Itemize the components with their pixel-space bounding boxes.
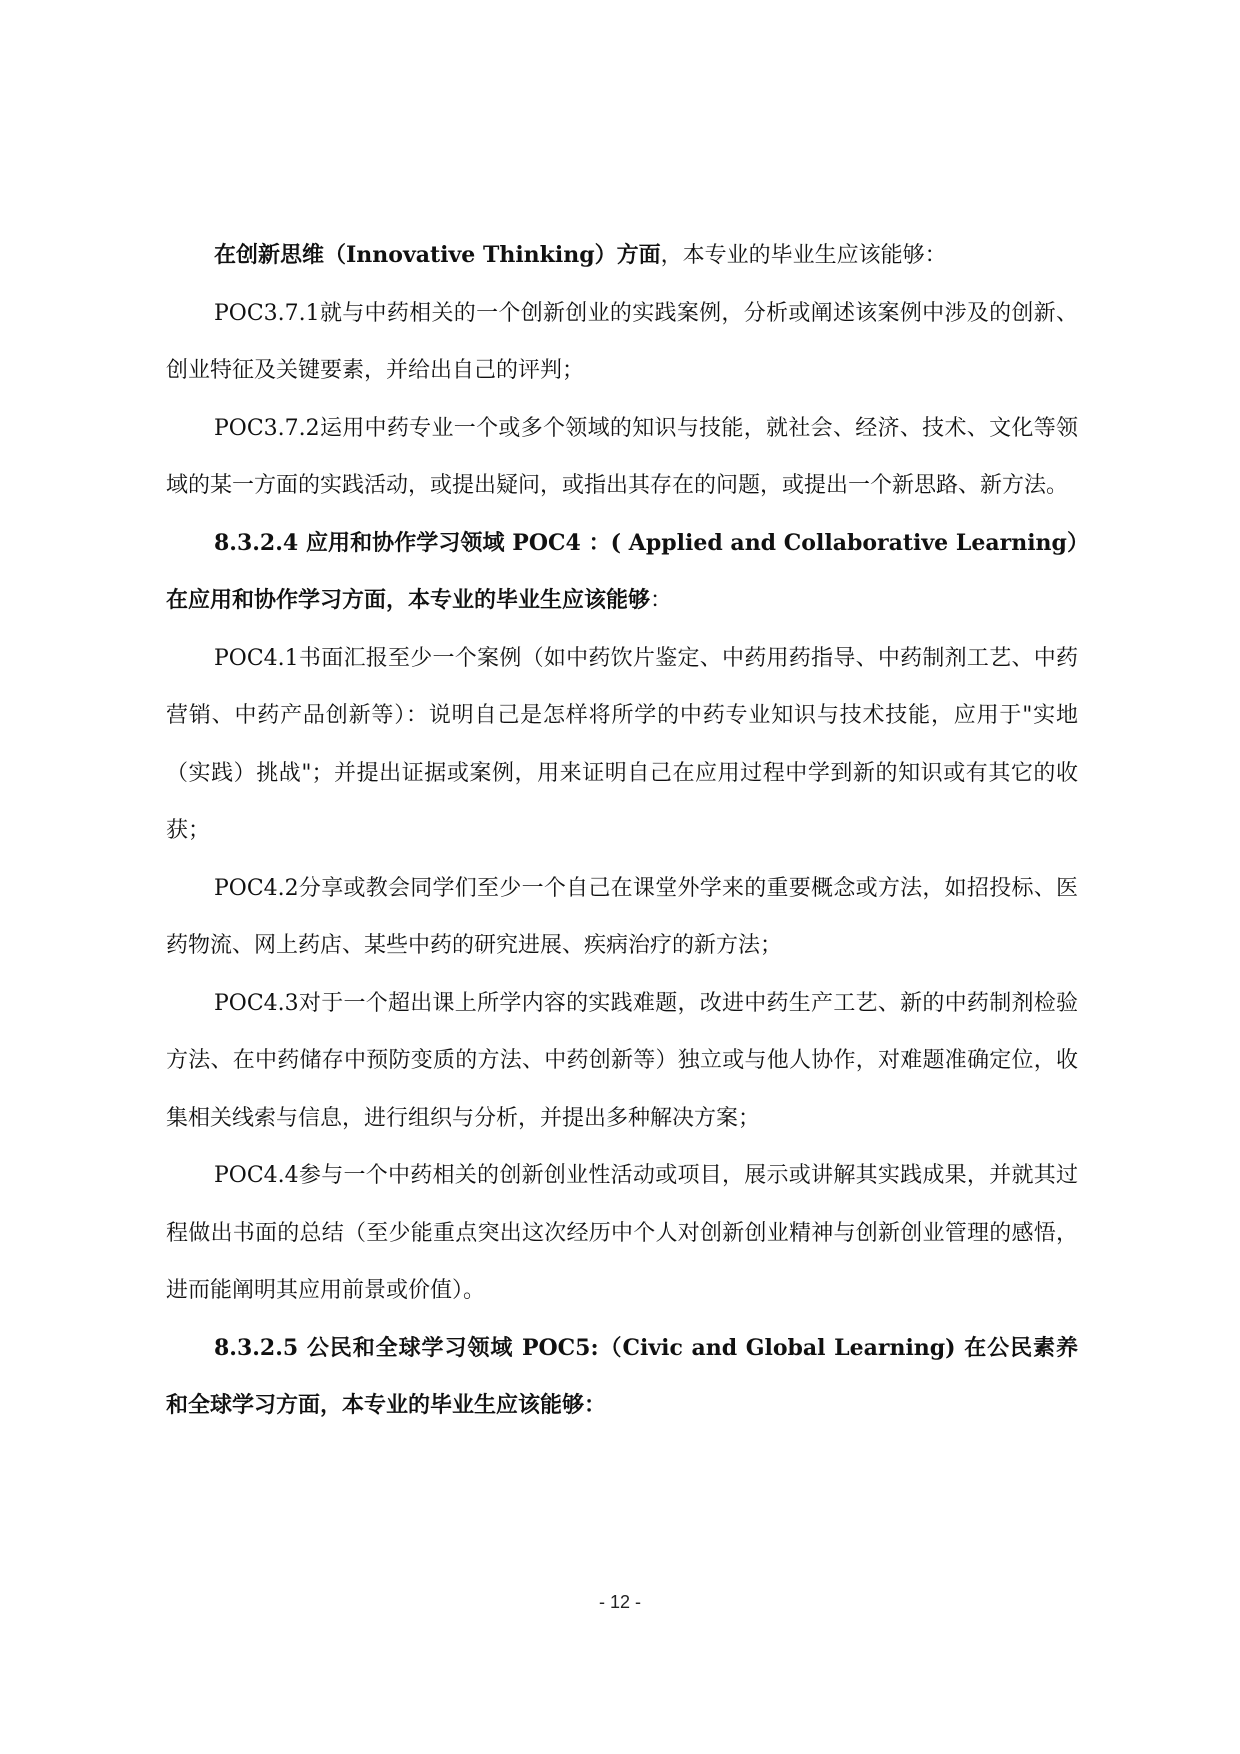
heading-section-8-3-2-5: 8.3.2.5 公民和全球学习领域 POC5:（Civic and Global Learning) 在公民素养和全球学习方面，本专业的毕业生应该能够： [166,1334,1078,1418]
heading-section-8-3-2-4: 8.3.2.4 应用和协作学习领域 POC4 ：( Applied and Collaborative Learning）在应用和协作学习方面，本专业的毕业生应该能够 [166,529,1078,613]
paragraph-text: ： [650,588,673,613]
paragraph-text: ，本专业的毕业生应该能够： [660,243,947,268]
paragraph-section-8-3-2-4 [166,515,1078,630]
heading-innovative-thinking: 在创新思维（Innovative Thinking）方面 [214,242,661,268]
page-number: - 12 - [598,1592,641,1612]
paragraph-poc4-1: POC4.1书面汇报至少一个案例（如中药饮片鉴定、中药用药指导、中药制剂工艺、中药营销、中药产品创新等）：说明自己是怎样将所学的中药专业知识与技术技能，应用于"实地（实践）挑战"；并提出证据或案例，用来证明自己在应用过程中学到新的知识或有其它的收获； [166,645,1078,843]
paragraph-poc4-2: POC4.2分享或教会同学们至少一个自己在课堂外学来的重要概念或方法，如招投标、医药物流、网上药店、某些中药的研究进展、疾病治疗的新方法； [166,875,1078,958]
paragraph-poc4-3: POC4.3对于一个超出课上所学内容的实践难题，改进中药生产工艺、新的中药制剂检验方法、在中药储存中预防变质的方法、中药创新等）独立或与他人协作，对难题准确定位，收集相关线索与信息，进行组织与分析，并提出多种解决方案； [166,990,1078,1131]
paragraph-poc4-4: POC4.4参与一个中药相关的创新创业性活动或项目，展示或讲解其实践成果，并就其过程做出书面的总结（至少能重点突出这次经历中个人对创新创业精神与创新创业管理的感悟，进而能阐明其应用前景或价值）。 [166,1163,1078,1303]
paragraph-innovative-thinking [166,227,1078,285]
page-body [166,227,1078,1435]
paragraph-poc3-7-1: POC3.7.1就与中药相关的一个创新创业的实践案例，分析或阐述该案例中涉及的创新、创业特征及关键要素，并给出自己的评判； [166,300,1078,383]
paragraph-poc3-7-2: POC3.7.2运用中药专业一个或多个领域的知识与技能，就社会、经济、技术、文化等领域的某一方面的实践活动，或提出疑问，或指出其存在的问题，或提出一个新思路、新方法。 [166,415,1078,498]
